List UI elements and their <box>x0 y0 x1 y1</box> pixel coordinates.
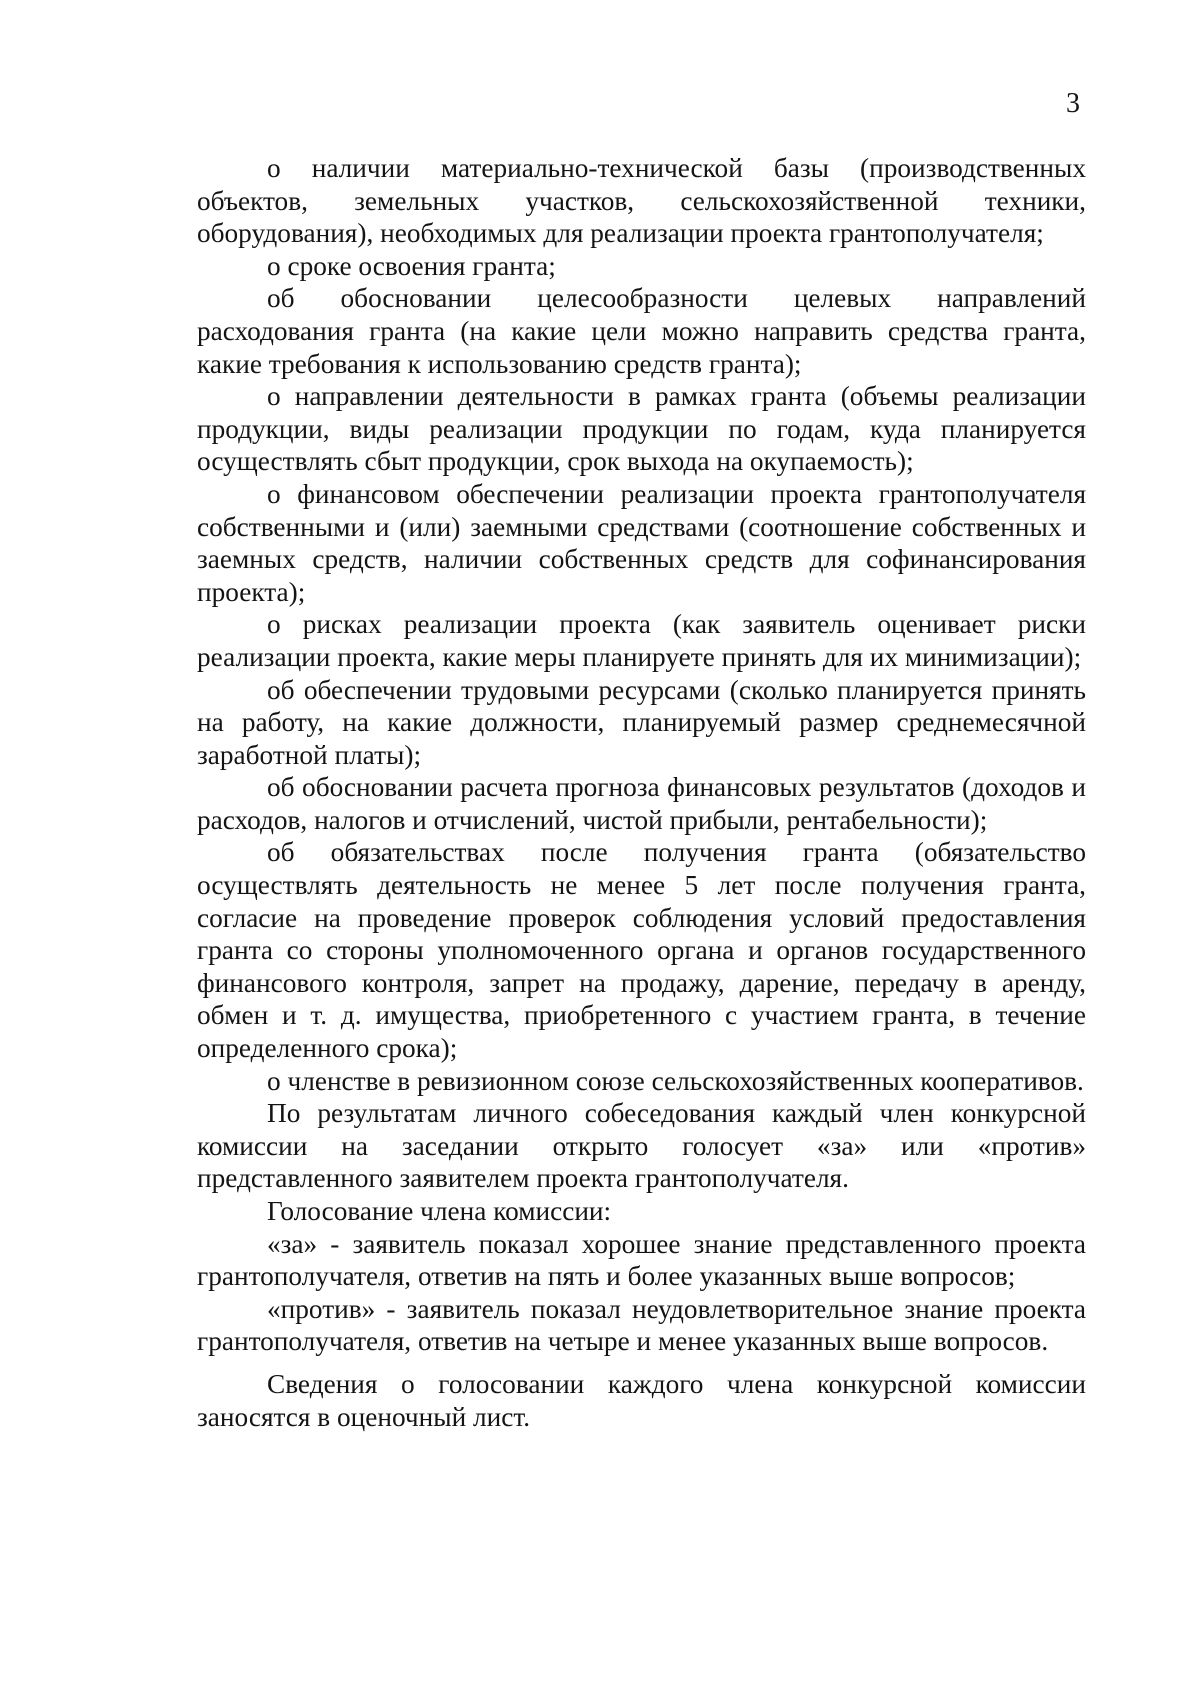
paragraph-voting-record: Сведения о голосовании каждого члена конкурсной комиссии заносятся в оценочный лист. <box>197 1368 1086 1432</box>
paragraph-interview-results: По результатам личного собеседования каждый член конкурсной комиссии на заседании открыто голосует «за» или «против» представленного заявителем проекта грантополучателя. <box>197 1098 1086 1194</box>
paragraph-audit-union: о членстве в ревизионном союзе сельскохозяйственных кооперативов. <box>267 1065 1084 1096</box>
paragraph-activity-direction: о направлении деятельности в рамках гранта (объемы реализации продукции, виды реализации продукции по годам, куда планируется осуществлять сбыт продукции, срок выхода на окупаемость); <box>197 381 1086 477</box>
paragraph-voting-heading: Голосование члена комиссии: <box>267 1196 612 1226</box>
document-body <box>197 152 1086 1433</box>
paragraph-grant-term: о сроке освоения гранта; <box>267 250 556 281</box>
paragraph-vote-against: «против» - заявитель показал неудовлетворительное знание проекта грантополучателя, ответив на четыре и менее указанных выше вопросов. <box>197 1293 1086 1357</box>
paragraph-obligations: об обязательствах после получения гранта (обязательство осуществлять деятельность не менее 5 лет после получения гранта, согласие на проведение проверок соблюдения условий предоставления гранта со стороны уполномоченного органа и органов государственного финансового контроля, запрет на продажу, дарение, передачу в аренду, обмен и т. д. имущества, приобретенного с участием гранта, в течение определенного срока); <box>197 837 1086 1064</box>
paragraph-spending-justification: об обосновании целесообразности целевых направлений расходования гранта (на какие цели можно направить средства гранта, какие требования к использованию средств гранта); <box>197 283 1086 379</box>
paragraph-vote-for: «за» - заявитель показал хорошее знание представленного проекта грантополучателя, ответив на пять и более указанных выше вопросов; <box>197 1228 1086 1292</box>
paragraph-financial-support: о финансовом обеспечении реализации проекта грантополучателя собственными и (или) заемными средствами (соотношение собственных и заемных средств, наличии собственных средств для софинансирования проекта); <box>197 478 1086 607</box>
paragraph-project-risks: о рисках реализации проекта (как заявитель оценивает риски реализации проекта, какие меры планируете принять для их минимизации); <box>197 609 1086 672</box>
paragraph-material-base: о наличии материально-технической базы (производственных объектов, земельных участков, сельскохозяйственной техники, оборудования), необходимых для реализации проекта грантополучателя; <box>197 153 1086 249</box>
paragraph-financial-forecast: об обосновании расчета прогноза финансовых результатов (доходов и расходов, налогов и отчислений, чистой прибыли, рентабельности); <box>197 772 1086 835</box>
page-number: 3 <box>1066 88 1080 119</box>
paragraph-labor-resources: об обеспечении трудовыми ресурсами (сколько планируется принять на работу, на какие должности, планируемый размер среднемесячной заработной платы); <box>197 674 1086 770</box>
